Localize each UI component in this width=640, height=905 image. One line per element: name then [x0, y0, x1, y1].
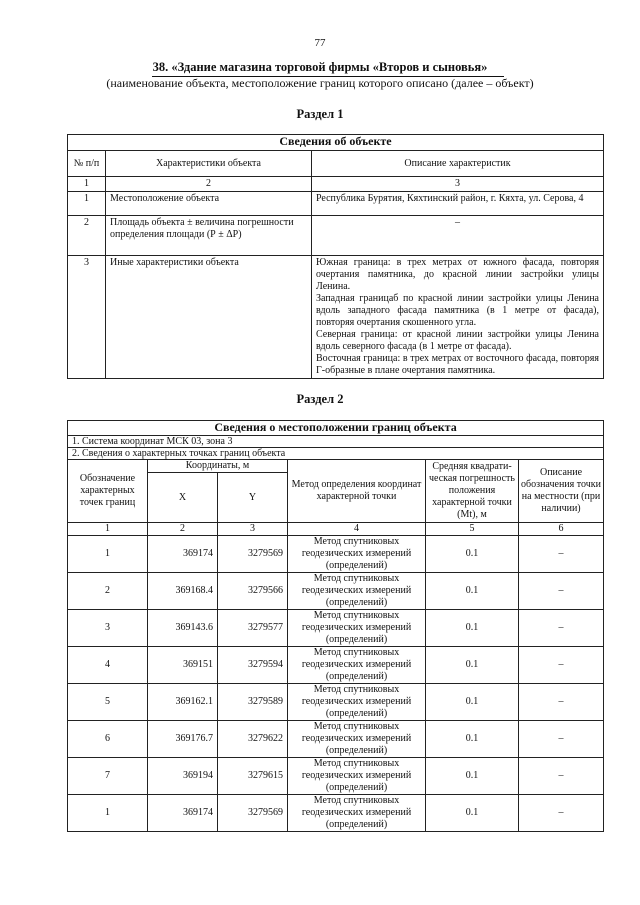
coord-x: 369194 [148, 758, 218, 795]
coord-y: 3279594 [218, 647, 288, 684]
table-row [68, 536, 604, 573]
coord-y: 3279569 [218, 536, 288, 573]
coord-y: 3279589 [218, 684, 288, 721]
error-value: 0.1 [426, 573, 519, 610]
characteristic-name: Площадь объекта ± величина погрешности определения площади (Р ± ΔР) [106, 216, 312, 256]
coord-y: 3279615 [218, 758, 288, 795]
col-header-coordinates: Координаты, м [148, 460, 288, 473]
object-info-table [67, 134, 604, 379]
boundary-south: Южная граница: в трех метрах от южного фасада, повторяя очертания памятника, до красной линии застройки улицы Ленина. [316, 257, 599, 292]
object-info-table-title: Сведения об объекте [68, 135, 604, 151]
coord-y: 3279577 [218, 610, 288, 647]
characteristic-value: Республика Бурятия, Кяхтинский район, г. Кяхта, ул. Серова, 4 [312, 192, 604, 216]
col-header-point-description: Описание обозначения точки на местности (при наличии) [519, 460, 604, 523]
table-row [68, 610, 604, 647]
section-2-heading: Раздел 2 [296, 392, 344, 406]
col-header-characteristics: Характеристики объекта [106, 151, 312, 177]
col-index: 1 [68, 523, 148, 536]
col-index: 6 [519, 523, 604, 536]
point-description: – [519, 536, 604, 573]
row-number: 2 [68, 216, 106, 256]
coord-x: 369143.6 [148, 610, 218, 647]
table-row [68, 721, 604, 758]
method-cell: Метод спутниковых геодезических измерений (определений) [288, 684, 426, 721]
col-header-y: Y [218, 473, 288, 523]
error-value: 0.1 [426, 647, 519, 684]
coord-y: 3279566 [218, 573, 288, 610]
error-value: 0.1 [426, 795, 519, 832]
point-label: 4 [68, 647, 148, 684]
table-row [68, 192, 604, 216]
coord-y: 3279569 [218, 795, 288, 832]
point-description: – [519, 758, 604, 795]
col-index: 1 [68, 177, 106, 192]
method-cell: Метод спутниковых геодезических измерений (определений) [288, 536, 426, 573]
error-value: 0.1 [426, 721, 519, 758]
point-description: – [519, 684, 604, 721]
table-row [68, 647, 604, 684]
boundary-west: Западная границаб по красной линии застройки улицы Ленина вдоль западного фасада памятника (в 1 метре от фасада), повторяя очертания скошенного угла. [316, 293, 599, 328]
coord-x: 369174 [148, 795, 218, 832]
col-index: 3 [218, 523, 288, 536]
coordinate-system: 1. Система координат МСК 03, зона 3 [68, 436, 604, 448]
col-header-method: Метод определения координат характерной точки [288, 460, 426, 523]
error-value: 0.1 [426, 536, 519, 573]
point-label: 1 [68, 536, 148, 573]
error-value: 0.1 [426, 758, 519, 795]
page-number: 77 [314, 37, 326, 49]
document-title: 38. «Здание магазина торговой фирмы «Второв и сыновья» [152, 60, 488, 74]
point-label: 2 [68, 573, 148, 610]
coord-x: 369174 [148, 536, 218, 573]
characteristic-name: Местоположение объекта [106, 192, 312, 216]
method-cell: Метод спутниковых геодезических измерений (определений) [288, 721, 426, 758]
method-cell: Метод спутниковых геодезических измерений (определений) [288, 795, 426, 832]
col-index: 5 [426, 523, 519, 536]
method-cell: Метод спутниковых геодезических измерений (определений) [288, 647, 426, 684]
method-cell: Метод спутниковых геодезических измерений (определений) [288, 758, 426, 795]
boundary-north: Северная граница: от красной линии застройки улицы Ленина вдоль северного фасада (в 1 метре от фасада). [316, 329, 599, 352]
point-label: 6 [68, 721, 148, 758]
characteristic-name: Иные характеристики объекта [106, 256, 312, 379]
document-subtitle: (наименование объекта, местоположение границ которого описано (далее – объект) [106, 76, 534, 90]
method-cell: Метод спутниковых геодезических измерений (определений) [288, 573, 426, 610]
point-description: – [519, 721, 604, 758]
error-value: 0.1 [426, 610, 519, 647]
row-number: 3 [68, 256, 106, 379]
coord-x: 369168.4 [148, 573, 218, 610]
table-row [68, 573, 604, 610]
points-info: 2. Сведения о характерных точках границ объекта [68, 448, 604, 460]
point-description: – [519, 573, 604, 610]
table-row [68, 684, 604, 721]
method-cell: Метод спутниковых геодезических измерений (определений) [288, 610, 426, 647]
table-row [68, 216, 604, 256]
row-number: 1 [68, 192, 106, 216]
point-label: 3 [68, 610, 148, 647]
point-label: 1 [68, 795, 148, 832]
col-header-number: № п/п [68, 151, 106, 177]
table-row [68, 256, 604, 379]
coord-x: 369162.1 [148, 684, 218, 721]
boundary-table-title: Сведения о местоположении границ объекта [68, 421, 604, 436]
table-row [68, 758, 604, 795]
col-index: 3 [312, 177, 604, 192]
point-label: 5 [68, 684, 148, 721]
col-header-x: X [148, 473, 218, 523]
coord-x: 369151 [148, 647, 218, 684]
point-description: – [519, 647, 604, 684]
point-description: – [519, 610, 604, 647]
col-index: 2 [106, 177, 312, 192]
col-header-error: Средняя квадрати-ческая погрешность положения характерной точки (Mt), м [426, 460, 519, 523]
boundary-points-table [67, 420, 604, 832]
col-header-point: Обозначение характерных точек границ [68, 460, 148, 523]
section-1-heading: Раздел 1 [296, 107, 344, 121]
point-label: 7 [68, 758, 148, 795]
point-description: – [519, 795, 604, 832]
boundary-east: Восточная граница: в трех метрах от восточного фасада, повторяя Г-образные в плане очертания памятника. [316, 353, 599, 376]
coord-x: 369176.7 [148, 721, 218, 758]
characteristic-value: – [312, 216, 604, 256]
boundary-description [312, 256, 604, 379]
table-row [68, 795, 604, 832]
coord-y: 3279622 [218, 721, 288, 758]
col-header-description: Описание характеристик [312, 151, 604, 177]
error-value: 0.1 [426, 684, 519, 721]
col-index: 2 [148, 523, 218, 536]
col-index: 4 [288, 523, 426, 536]
